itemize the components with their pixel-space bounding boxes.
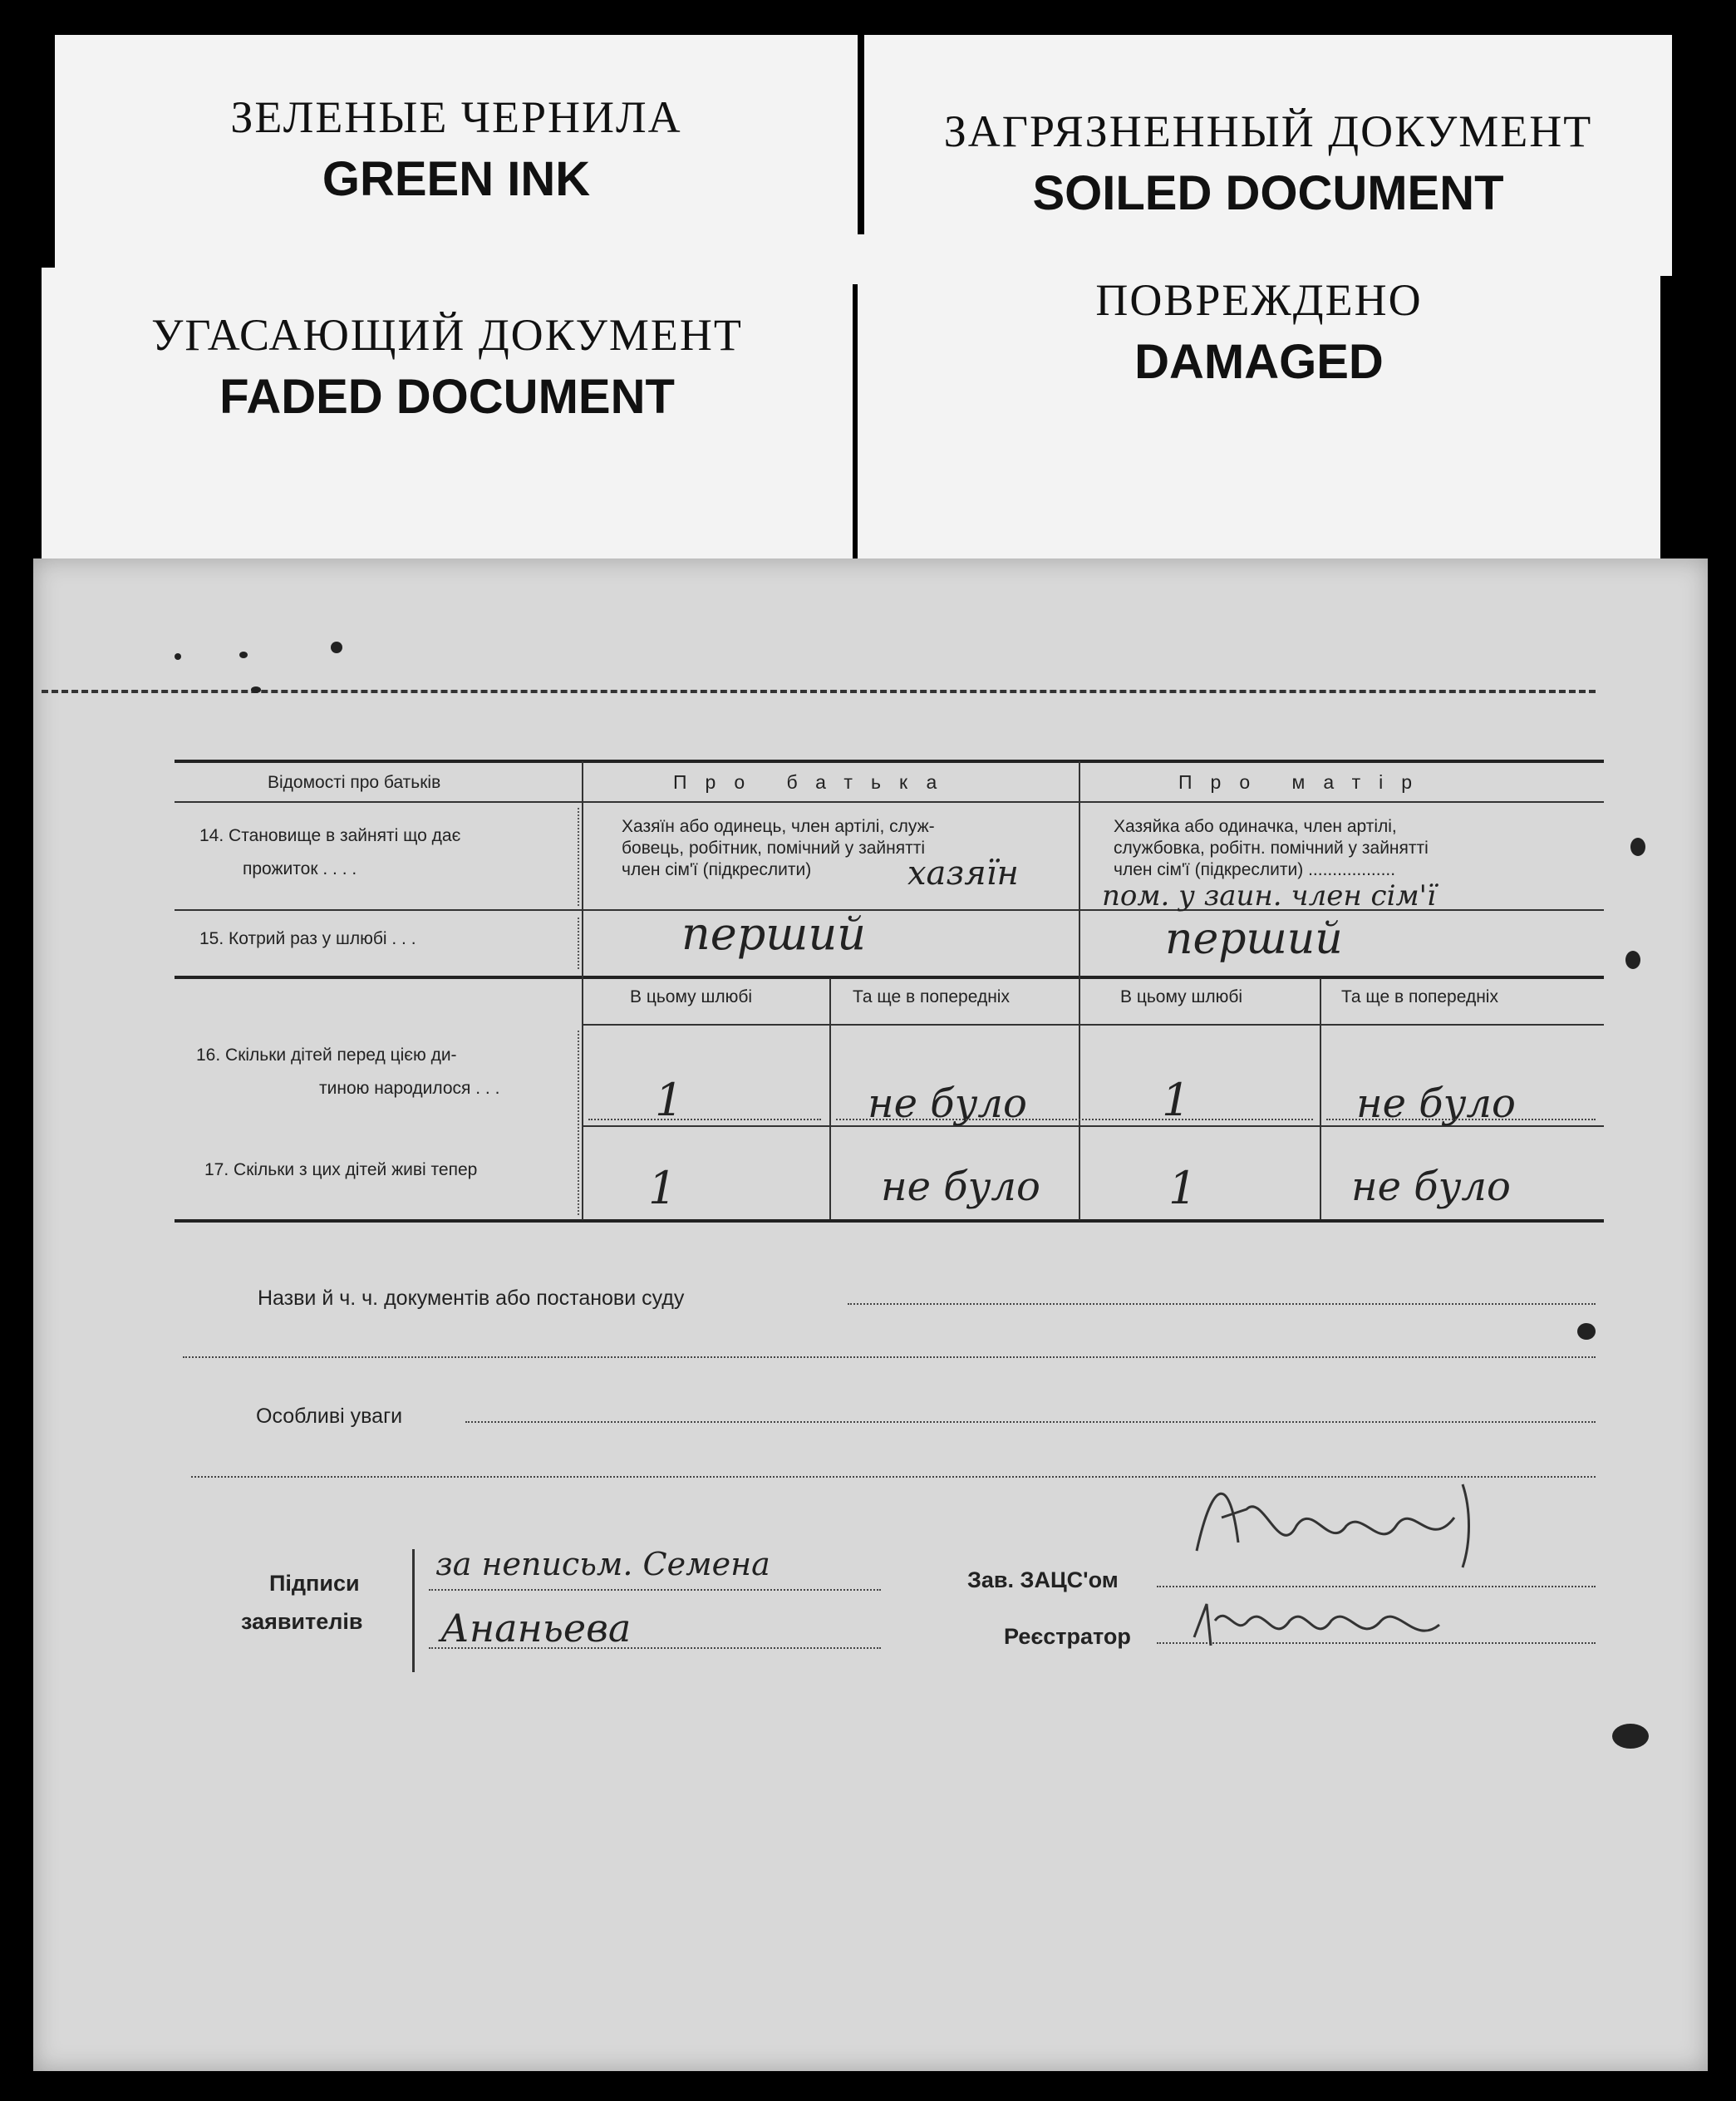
applicant-signature-2: Ананьева <box>440 1606 632 1651</box>
documents-label: Назви й ч. ч. документів або постанови суду <box>258 1287 685 1310</box>
punch-hole <box>1630 838 1645 856</box>
row17-father-previous: не було <box>881 1164 1040 1210</box>
col-divider-2 <box>1079 761 1080 1220</box>
damaged-card <box>858 234 1660 583</box>
row15-mother-handwriting: перший <box>1165 914 1343 964</box>
row17-label: 17. Скільки з цих дітей живі тепер <box>204 1160 478 1179</box>
row17-mother-this-marriage: 1 <box>1168 1162 1197 1214</box>
header-rule <box>175 801 1604 803</box>
row14-label-1: 14. Становище в зайняті що дає <box>199 826 461 845</box>
col-divider-4 <box>1320 978 1321 1219</box>
card-title-ru: УГАСАЮЩИЙ ДОКУМЕНТ <box>151 310 743 360</box>
dotted-fill-line <box>465 1421 1596 1423</box>
punch-hole <box>1577 1323 1596 1340</box>
card-title-en: DAMAGED <box>1134 335 1384 389</box>
applicant-signature-1: за неписьм. Семена <box>435 1546 770 1582</box>
registrar-signature-mark <box>1190 1587 1464 1662</box>
punch-hole <box>1625 951 1640 969</box>
head-zags-label: Зав. ЗАЦС'ом <box>967 1567 1119 1592</box>
row14-father-print-2: бовець, робітник, помічний у зайнятті <box>622 839 926 858</box>
row14-father-print-3: член сім'ї (підкреслити) <box>622 860 812 879</box>
dotted-divider <box>578 808 579 906</box>
subheader-mother-this-marriage: В цьому шлюбі <box>1120 987 1243 1006</box>
perforation-line <box>42 690 1596 693</box>
subheader-father-this-marriage: В цьому шлюбі <box>630 987 753 1006</box>
col-divider-1 <box>582 761 583 1220</box>
remarks-label: Особливі уваги <box>256 1405 403 1428</box>
table-bottom-rule <box>175 1219 1604 1223</box>
row14-mother-print-3: член сім'ї (підкреслити) .................. <box>1114 860 1396 879</box>
card-title-ru: ПОВРЕЖДЕНО <box>1095 275 1423 325</box>
subheader-rule <box>582 1024 1604 1026</box>
header-about-father: Про батька <box>673 771 956 793</box>
dotted-divider <box>578 918 579 969</box>
applicants-signatures-label-2: заявителів <box>241 1609 363 1634</box>
row17-father-this-marriage: 1 <box>648 1162 677 1214</box>
row16-father-this-marriage: 1 <box>655 1074 684 1126</box>
card-title-en: FADED DOCUMENT <box>219 370 675 424</box>
card-title-en: GREEN INK <box>322 152 591 206</box>
row15-label: 15. Котрий раз у шлюбі . . . <box>199 929 416 948</box>
row16-label-1: 16. Скільки дітей перед цією ди- <box>196 1046 457 1065</box>
ink-speck <box>239 652 248 658</box>
ink-speck <box>331 642 342 653</box>
row14-mother-print-1: Хазяйка або одиначка, член артілі, <box>1114 817 1397 836</box>
card-title-ru: ЗЕЛЕНЫЕ ЧЕРНИЛА <box>230 92 682 142</box>
row16-mother-this-marriage: 1 <box>1162 1074 1191 1126</box>
header-about-mother: Про матір <box>1178 771 1431 793</box>
ink-speck <box>175 653 181 660</box>
dotted-divider <box>578 1031 579 1215</box>
row16-label-2: тиною народилося . . . <box>319 1079 500 1098</box>
dotted-fill-line <box>183 1356 1596 1358</box>
row14-mother-handwriting: пом. у заин. член сім'ї <box>1102 879 1436 913</box>
header-parents-info: Відомості про батьків <box>268 773 441 792</box>
dotted-fill-line <box>848 1303 1596 1305</box>
card-title-ru: ЗАГРЯЗНЕННЫЙ ДОКУМЕНТ <box>943 106 1593 156</box>
applicants-signatures-label-1: Підписи <box>269 1571 360 1596</box>
card-title-en: SOILED DOCUMENT <box>1032 166 1504 220</box>
dotted-fill-line <box>1326 1119 1596 1120</box>
dotted-fill-line <box>588 1119 821 1120</box>
row14-father-print-1: Хазяїн або одинець, член артілі, служ- <box>622 817 935 836</box>
row15-father-handwriting: перший <box>681 908 867 960</box>
row14-mother-print-2: службовка, робітн. помічний у зайнятті <box>1114 839 1429 858</box>
row16-mother-previous: не було <box>1356 1080 1516 1127</box>
head-signature-mark <box>1188 1459 1537 1576</box>
subheader-mother-previous: Та ще в попередніх <box>1341 987 1498 1006</box>
dotted-fill-line <box>836 1119 1313 1120</box>
ink-speck <box>251 686 261 693</box>
registrar-label: Реєстратор <box>1004 1624 1131 1649</box>
green-ink-card <box>55 35 858 284</box>
row14-label-2: прожиток . . . . <box>243 859 357 878</box>
subheader-father-previous: Та ще в попередніх <box>853 987 1010 1006</box>
row17-mother-previous: не було <box>1351 1164 1511 1210</box>
registration-form-sheet <box>33 558 1708 2071</box>
dotted-fill-line <box>429 1647 881 1649</box>
dotted-fill-line <box>429 1589 881 1591</box>
damage-mark <box>1612 1724 1649 1749</box>
row14-father-handwriting: хазяїн <box>907 854 1019 893</box>
row16-father-previous: не було <box>868 1080 1027 1127</box>
col-divider-3 <box>829 978 831 1219</box>
row15-rule <box>175 976 1604 979</box>
signature-bracket <box>412 1549 415 1672</box>
table-top-rule <box>175 760 1604 763</box>
